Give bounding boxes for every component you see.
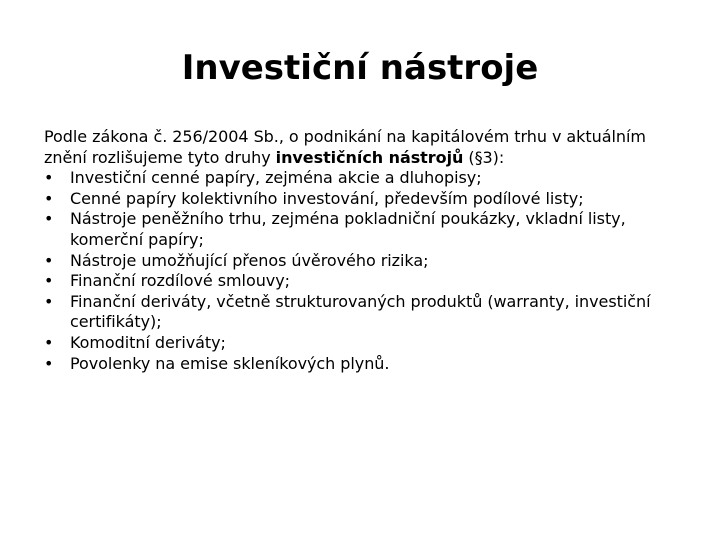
- list-item-text: Cenné papíry kolektivního investování, především podílové listy;: [70, 188, 584, 208]
- list-item-text: Nástroje umožňující přenos úvěrového rizika;: [70, 250, 429, 270]
- bullet-icon: •: [44, 250, 54, 270]
- list-item: [44, 168, 684, 189]
- list-item: [44, 271, 684, 292]
- list-item: [44, 189, 684, 210]
- slide-content: [44, 127, 684, 374]
- intro-paragraph: [44, 127, 684, 168]
- list-item: [44, 209, 684, 250]
- list-item: [44, 354, 684, 375]
- intro-text-end: (§3):: [463, 147, 505, 167]
- list-item-text: Finanční deriváty, včetně strukturovaných produktů (warranty, investiční certifikáty);: [70, 291, 651, 332]
- bullet-icon: •: [44, 168, 54, 188]
- bullet-icon: •: [44, 332, 54, 352]
- instrument-list: [44, 168, 684, 374]
- list-item-text: Povolenky na emise skleníkových plynů.: [70, 353, 390, 373]
- intro-text: Podle zákona č. 256/2004 Sb., o podnikání na kapitálovém trhu v aktuálním znění rozlišujeme tyto druhy: [44, 127, 646, 167]
- slide-title: Investiční nástroje: [181, 48, 539, 88]
- bullet-icon: •: [44, 188, 54, 208]
- list-item-text: Nástroje peněžního trhu, zejména pokladniční poukázky, vkladní listy, komerční papíry;: [70, 209, 626, 249]
- bullet-icon: •: [44, 353, 54, 373]
- list-item: [44, 292, 684, 333]
- intro-bold-term: investičních nástrojů: [275, 147, 464, 167]
- list-item: [44, 333, 684, 354]
- list-item: [44, 251, 684, 272]
- list-item-text: Finanční rozdílové smlouvy;: [70, 271, 290, 291]
- list-item-text: Komoditní deriváty;: [70, 332, 226, 352]
- bullet-icon: •: [44, 209, 54, 229]
- list-item-text: Investiční cenné papíry, zejména akcie a dluhopisy;: [70, 168, 482, 188]
- bullet-icon: •: [44, 291, 54, 311]
- bullet-icon: •: [44, 271, 54, 291]
